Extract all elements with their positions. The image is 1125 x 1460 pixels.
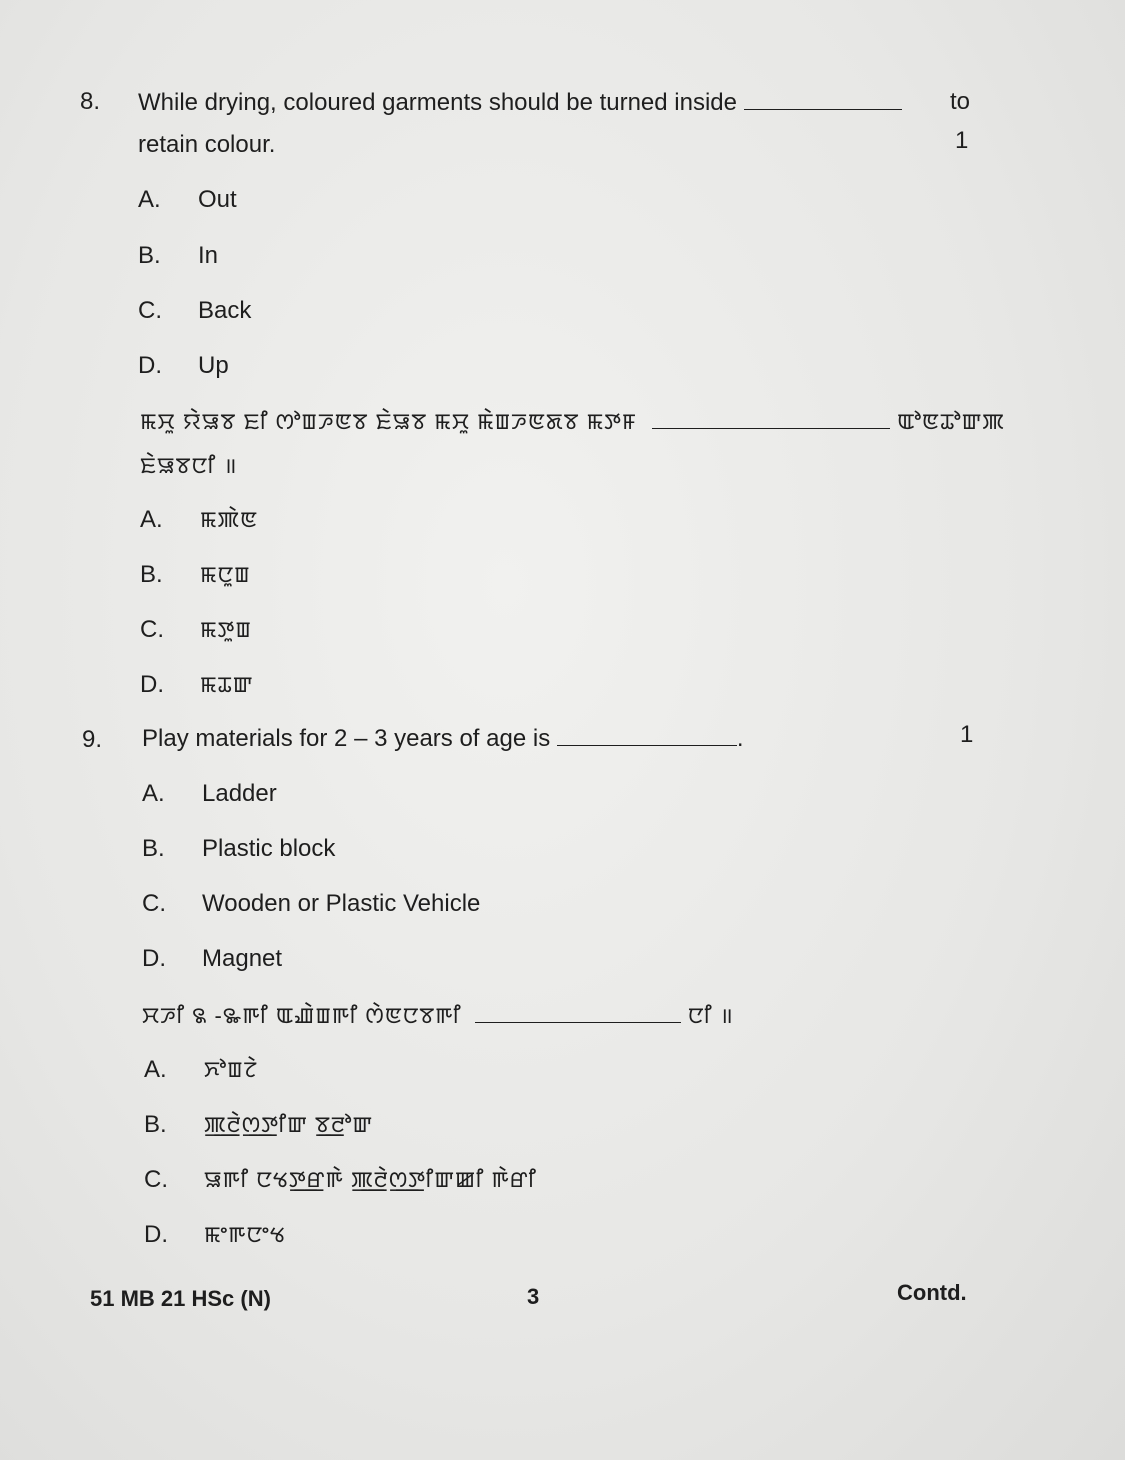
q8-mm-text: ꯃꯆꯨ ꯌꯥꯎꯕ ꯐꯤ ꯁꯣꯡꯍꯟꯕ ꯐꯥꯎꯕ ꯃꯆꯨ ꯃꯥꯡꯍꯟꯗꯕ ꯃꯇꯝ <box>140 409 637 434</box>
q9-mm-option-b: ꯄ꯭ꯂꯥꯁ꯭ꯇꯤꯛ ꯕ꯭ꯂꯣꯛ <box>204 1112 374 1137</box>
q8-option-b-letter: B. <box>138 242 161 269</box>
q9-answer-blank <box>557 723 737 746</box>
q9-option-c: Wooden or Plastic Vehicle <box>202 890 481 917</box>
q8-mm-question <box>140 406 1005 437</box>
q8-mm-option-a: ꯃꯄꯥꯟ <box>200 507 259 532</box>
q9-mm-text: ꯆꯍꯤ ꯲ -꯳ꯒꯤ ꯑꯉꯥꯡꯒꯤ ꯁꯥꯟꯅꯕꯒꯤ <box>142 1003 462 1028</box>
q9-question-text <box>142 723 744 754</box>
q9-mm-option-b-letter: B. <box>144 1111 167 1138</box>
q8-mm-option-c-letter: C. <box>140 616 164 643</box>
q8-option-a-letter: A. <box>138 186 161 213</box>
q8-mm-option-a-letter: A. <box>140 506 163 533</box>
q8-option-c-letter: C. <box>138 297 162 324</box>
q9-mm-option-d-letter: D. <box>144 1221 168 1248</box>
q8-option-c: Back <box>198 297 252 324</box>
page-number: 3 <box>527 1284 540 1309</box>
q9-number: 9. <box>82 726 103 753</box>
q9-option-a-letter: A. <box>142 780 165 807</box>
q8-number: 8. <box>80 88 101 115</box>
q8-mm-option-d: ꯃꯊꯛ <box>200 672 254 697</box>
q9-option-b: Plastic block <box>202 835 336 862</box>
q9-mm-question <box>142 1000 734 1031</box>
q8-mm-option-b: ꯃꯅꯨꯡ <box>200 562 251 587</box>
q9-mm-after: ꯅꯤ ॥ <box>687 1003 734 1028</box>
q8-mm-blank <box>652 406 890 429</box>
contd-label: Contd. <box>897 1280 967 1305</box>
q9-mm-blank <box>475 1000 681 1023</box>
q9-option-b-letter: B. <box>142 835 165 862</box>
q8-marks: 1 <box>955 127 969 154</box>
q8-question-text <box>138 87 902 118</box>
q8-option-a: Out <box>198 186 237 213</box>
q8-answer-blank <box>744 87 902 110</box>
q8-after-blank: to <box>950 88 971 115</box>
q8-mm-option-d-letter: D. <box>140 671 164 698</box>
q9-text: Play materials for 2 – 3 years of age is <box>142 725 551 752</box>
q9-mm-option-c: ꯎꯒꯤ ꯅꯠꯇ꯭ꯔꯒꯥ ꯄ꯭ꯂꯥꯁ꯭ꯇꯤꯛꯀꯤ ꯒꯥꯔꯤ <box>204 1167 537 1192</box>
q8-option-d: Up <box>198 352 229 379</box>
q9-option-c-letter: C. <box>142 890 166 917</box>
q9-mm-option-a-letter: A. <box>144 1056 167 1083</box>
paper-code: 51 MB 21 HSc (N) <box>90 1286 271 1311</box>
q8-mm-line2: ꯐꯥꯎꯕꯅꯤ ॥ <box>140 453 238 478</box>
q8-text: While drying, coloured garments should be turned inside <box>138 89 738 116</box>
q9-option-d: Magnet <box>202 945 283 972</box>
q8-option-b: In <box>198 242 219 269</box>
q8-mm-option-b-letter: B. <box>140 561 163 588</box>
q9-marks: 1 <box>960 721 974 748</box>
q8-line2: retain colour. <box>138 131 276 158</box>
q9-period: . <box>736 725 744 752</box>
q9-option-d-letter: D. <box>142 945 166 972</box>
q9-mm-option-d: ꯃꯦꯒꯅꯦꯠ <box>204 1222 286 1247</box>
q8-mm-option-c: ꯃꯇꯨꯡ <box>200 617 252 642</box>
q9-mm-option-c-letter: C. <box>144 1166 168 1193</box>
q8-option-d-letter: D. <box>138 352 162 379</box>
q9-option-a: Ladder <box>202 780 277 807</box>
q8-mm-after: ꯑꯣꯟꯊꯣꯛꯄ <box>897 409 1005 434</box>
q9-mm-option-a: ꯈꯣꯡꯖꯥ <box>204 1057 258 1082</box>
